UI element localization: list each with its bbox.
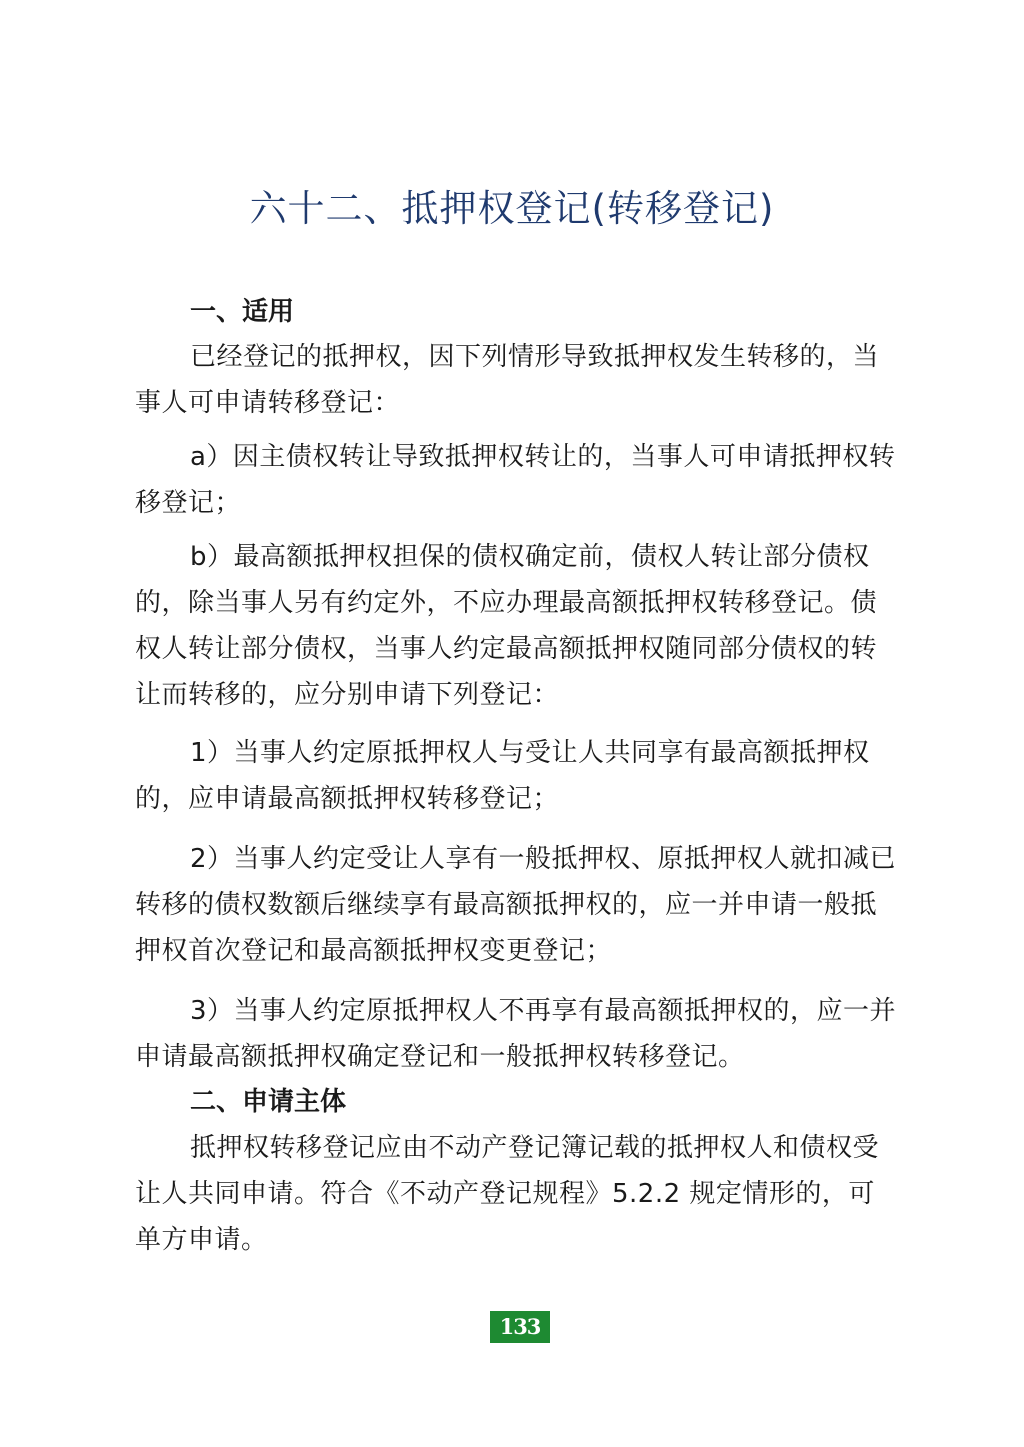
paragraph: b）最高额抵押权担保的债权确定前，债权人转让部分债权的，除当事人另有约定外，不应办理最高额抵押权转移登记。债权人转让部分债权，当事人约定最高额抵押权随同部分债权的转让而转移的，应分别申请下列登记： (135, 542, 878, 711)
paragraph: 3）当事人约定原抵押权人不再享有最高额抵押权的，应一并申请最高额抵押权确定登记和一般抵押权转移登记。 (135, 996, 897, 1073)
paragraph: 已经登记的抵押权，因下列情形导致抵押权发生转移的，当事人可申请转移登记： (135, 342, 880, 419)
paragraph: 抵押权转移登记应由不动产登记簿记载的抵押权人和债权受让人共同申请。符合《不动产登记规程》5.2.2 规定情形的，可单方申请。 (135, 1132, 880, 1255)
paragraph: 2）当事人约定受让人享有一般抵押权、原抵押权人就扣减已转移的债权数额后继续享有最高额抵押权的，应一并申请一般抵押权首次登记和最高额抵押权变更登记； (135, 844, 897, 967)
document-body (135, 290, 900, 1263)
section-heading-applicant: 二、申请主体 (190, 1087, 347, 1118)
paragraph: 1）当事人约定原抵押权人与受让人共同享有最高额抵押权的，应申请最高额抵押权转移登记； (135, 738, 870, 815)
page-number-badge: 133 (490, 1311, 550, 1343)
page-title: 六十二、抵押权登记(转移登记) (249, 187, 775, 230)
section-heading-applicability: 一、适用 (190, 297, 295, 327)
paragraph: a）因主债权转让导致抵押权转让的，当事人可申请抵押权转移登记； (135, 442, 896, 519)
